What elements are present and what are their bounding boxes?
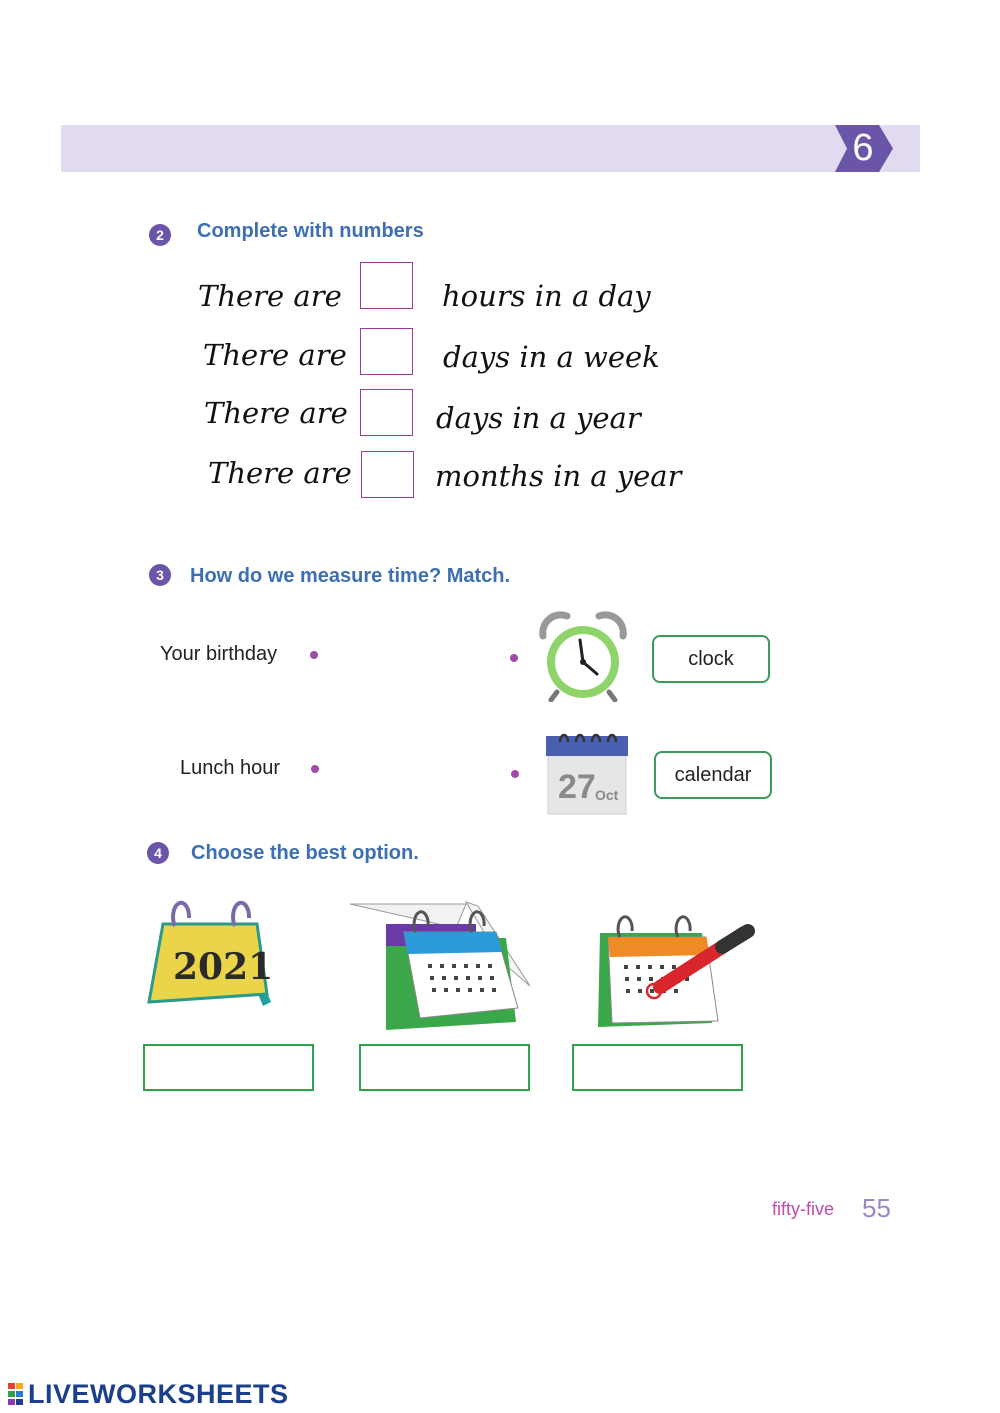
- hours-answer-box[interactable]: [360, 262, 413, 309]
- exercise-2-title: Complete with numbers: [197, 220, 424, 242]
- word-clock[interactable]: clock: [652, 635, 770, 683]
- lunch-match-dot[interactable]: [311, 765, 319, 773]
- months-answer-box[interactable]: [361, 451, 414, 498]
- exercise-2-number: 2: [149, 224, 171, 246]
- clock-match-dot[interactable]: [510, 654, 518, 662]
- answer-box-3[interactable]: [572, 1044, 743, 1091]
- match-item-lunch-hour: Lunch hour: [180, 757, 281, 779]
- row-4-prefix: There are: [208, 456, 352, 490]
- row-1-prefix: There are: [198, 279, 342, 313]
- monthly-calendar-icon: [346, 898, 536, 1034]
- answer-box-2[interactable]: [359, 1044, 530, 1091]
- exercise-3-title: How do we measure time? Match.: [190, 565, 511, 587]
- days-week-answer-box[interactable]: [360, 328, 413, 375]
- liveworksheets-brand[interactable]: LIVEWORKSHEETS: [28, 1379, 289, 1409]
- page-number-word: fifty-five: [772, 1199, 835, 1219]
- calendar-match-dot[interactable]: [511, 770, 519, 778]
- word-calendar[interactable]: calendar: [654, 751, 772, 799]
- row-2-prefix: There are: [203, 338, 347, 372]
- exercise-4-number: 4: [147, 842, 169, 864]
- alarm-clock-icon: [535, 610, 631, 702]
- year-calendar-image: [145, 898, 275, 1010]
- row-3-suffix: days in a year: [436, 401, 641, 435]
- birthday-match-dot[interactable]: [310, 651, 318, 659]
- row-4-suffix: months in a year: [435, 459, 682, 493]
- calendar-year: 2021: [173, 946, 274, 988]
- answer-box-1[interactable]: [143, 1044, 314, 1091]
- day-calendar-icon: [546, 728, 628, 816]
- exercise-3-number: 3: [149, 564, 171, 586]
- days-year-answer-box[interactable]: [360, 389, 413, 436]
- match-item-birthday: Your birthday: [160, 643, 278, 665]
- row-2-suffix: days in a week: [443, 340, 660, 374]
- row-1-suffix: hours in a day: [442, 279, 651, 313]
- calendar-day: 27: [558, 768, 596, 806]
- exercise-4-title: Choose the best option.: [191, 842, 419, 864]
- unit-banner: [61, 125, 920, 172]
- marked-calendar-icon: [594, 905, 756, 1029]
- calendar-month: Oct: [595, 787, 619, 803]
- unit-number: 6: [852, 127, 874, 169]
- row-3-prefix: There are: [204, 396, 348, 430]
- page-number: 55: [862, 1193, 891, 1223]
- liveworksheets-logo-icon: [8, 1383, 24, 1405]
